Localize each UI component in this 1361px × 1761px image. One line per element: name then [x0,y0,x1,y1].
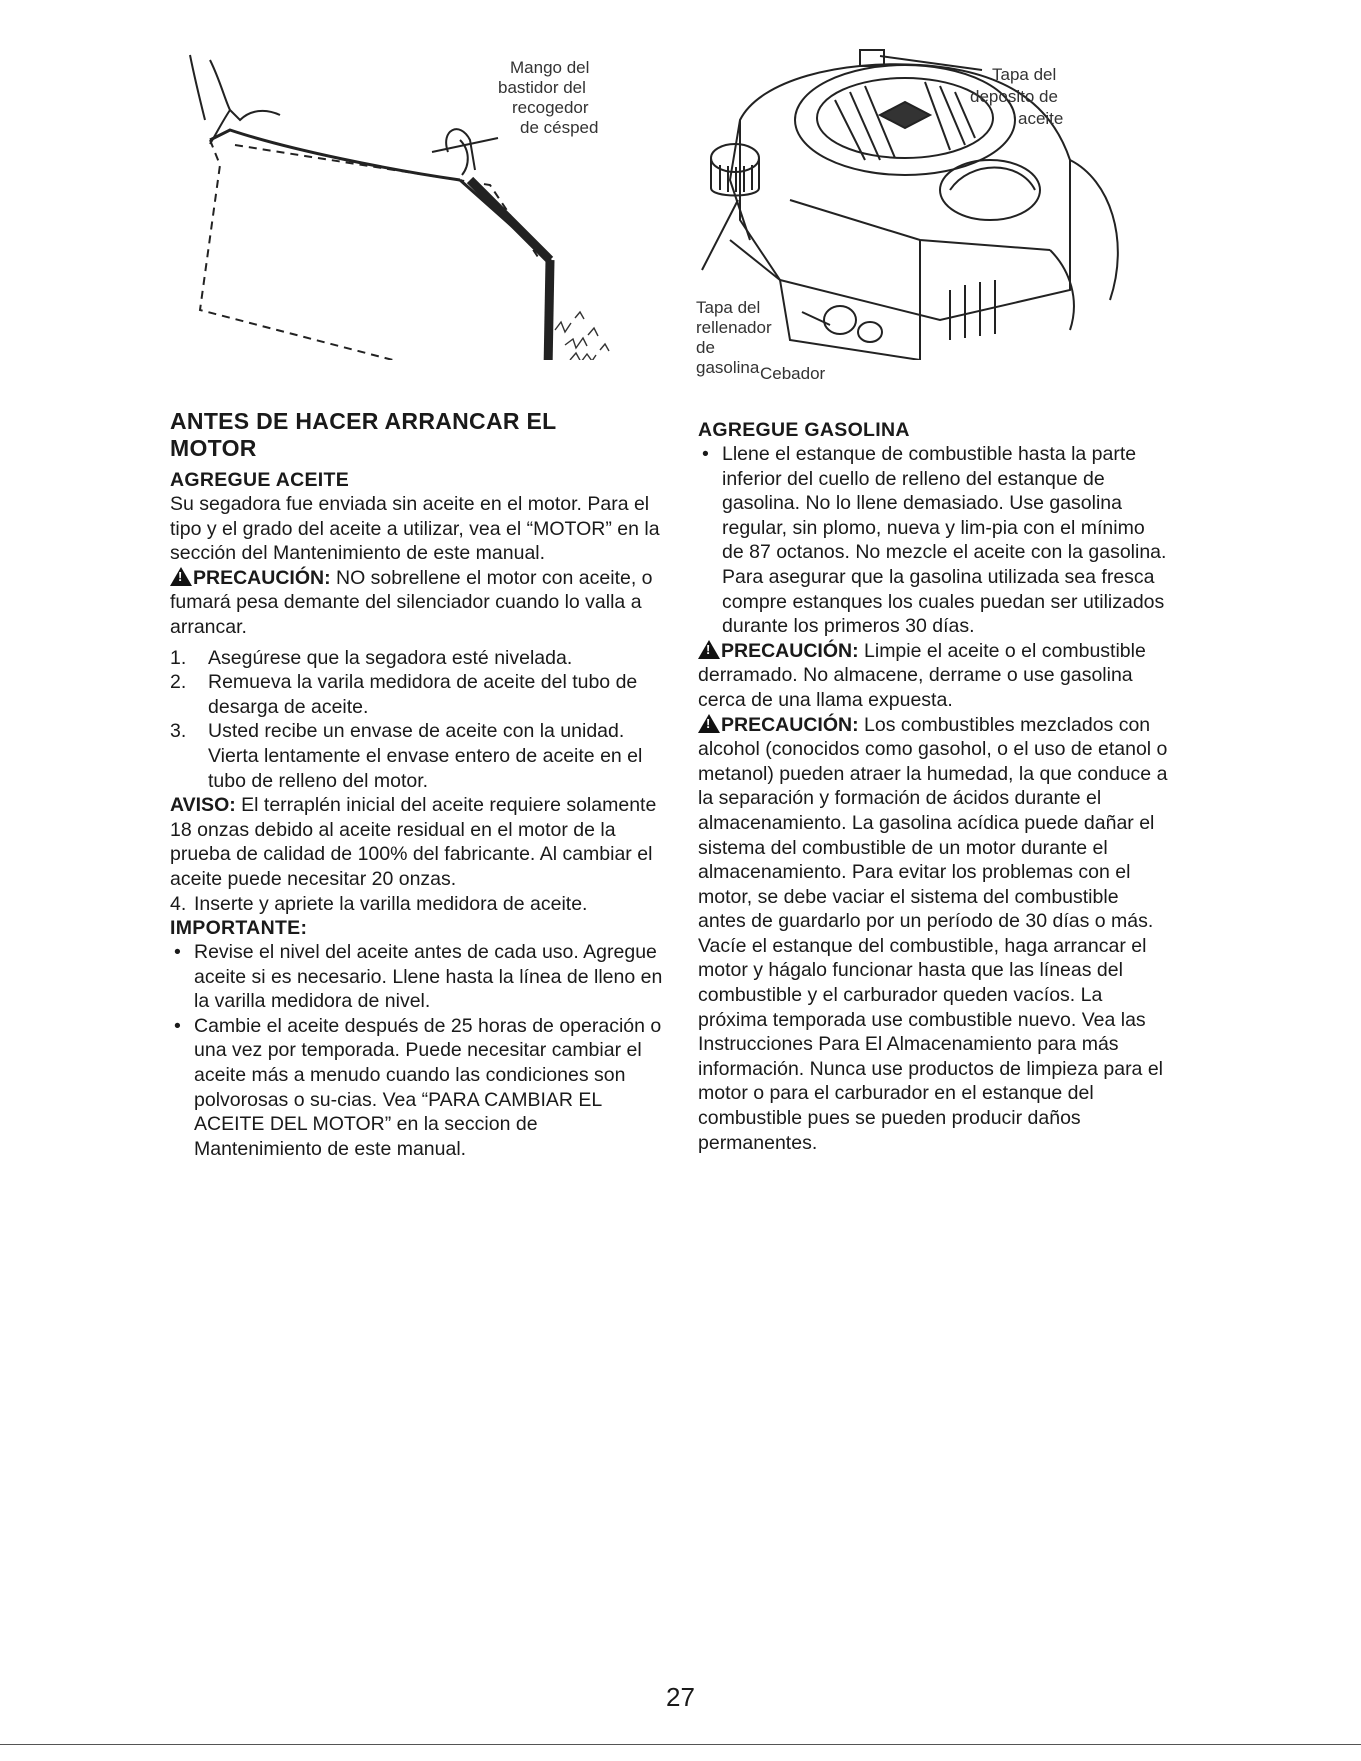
engine-illustration [690,40,1190,360]
footer-rule [0,1744,1361,1745]
caution-label: PRECAUCIÓN: [721,713,859,736]
important-bullet-1: • Revise el nivel del aceite antes de cada uso. Agregue aceite si es necesario. Llene hasta la línea de lleno en la varilla medidora de nivel. [174,941,663,1013]
gasoline-bullet: • Llene el estanque de combustible hasta la parte inferior del cuello de relleno del estanque de gasolina. No lo llene demasiado. Use gasolina regular, sin plomo, nueva y lim-pia con el mínimo de 87 octanos. No mezcle el aceite con la gasolina. Para asegurar que la gasolina utilizada sea fresca compre estanques los cuales puedan ser utilizados durante los primeros 30 días. [702,443,1167,638]
oil-intro-paragraph: Su segadora fue enviada sin aceite en el motor. Para el tipo y el grado del aceite a utilizar, vea el “MOTOR” en la sección del Mantenimiento de este manual. [170,493,660,565]
aviso-label: AVISO: [170,794,236,817]
oil-step-2 [170,670,666,719]
caution-label: PRECAUCIÓN: [193,566,331,589]
bullet-text: Cambie el aceite después de 25 horas de operación o una vez por temporada. Puede necesitar cambiar el aceite más a menudo cuando las condiciones son polvorosas o su-cias. Vea “PARA CAMBIAR EL ACEITE DEL MOTOR” en la seccion de Mantenimiento de este manual. [194,1014,662,1160]
step-number: 4. [170,892,187,915]
step-number: 2. [170,671,187,694]
gasoline-caution-2 [698,713,1170,1156]
caution-text: NO sobrellene el motor con aceite, o fumará pesa demante del silenciador cuando lo valla a arrancar. [170,566,653,638]
warning-triangle-icon [698,640,720,659]
aviso-paragraph [170,793,666,891]
warning-triangle-icon [698,714,720,733]
fuel-cap-label-line1: Tapa del [696,298,761,317]
oil-cap-label-line2: deposito de [970,87,1058,106]
fuel-cap-label-line2: rellenador [696,318,772,337]
bullet-text: Revise el nivel del aceite antes de cada uso. Agregue aceite si es necesario. Llene hasta la línea de lleno en la varilla medidora de nivel. [194,941,663,1013]
grass-catcher-figure [170,40,690,360]
oil-step-1 [170,646,666,671]
page-number: 27 [666,1682,695,1712]
fuel-cap-label-line3: de [696,338,715,357]
oil-caution-paragraph [170,566,666,640]
important-bullet-2: • Cambie el aceite después de 25 horas de operación o una vez por temporada. Puede necesitar cambiar el aceite más a menudo cuando las condiciones son polvorosas o su-cias. Vea “PARA CAMBIAR EL ACEITE DEL MOTOR” en la seccion de Mantenimiento de este manual. [174,1014,662,1160]
important-heading: IMPORTANTE: [170,917,308,940]
step-number: 3. [170,720,187,743]
step-text: Usted recibe un envase de aceite con la unidad. Vierta lentamente el envase entero de aceite en el tubo de relleno del motor. [208,720,643,792]
right-column [698,418,1170,1155]
primer-label: Cebador [760,364,826,383]
step-text: Asegúrese que la segadora esté nivelada. [208,646,573,669]
caution-text: Los combustibles mezclados con alcohol (conocidos como gasohol, o el uso de etanol o metanol) pueden atraer la humedad, la que conduce a la separación y formación de ácidos durante el almacenamiento. La gasolina acídica puede dañar el sistema del combustible de un motor durante el almacenamiento. Para evitar los problemas con el motor, se debe vaciar el sistema del combustible antes de guardarlo por un período de 30 días o más. Vacíe el estanque del combustible, haga arrancar el motor y hágalo funcionar hasta que las líneas del combustible y el carburador queden vacíos. La próxima temporada use combustible nuevo. Vea las Instrucciones Para El Almacenamiento para más información. Nunca use productos de limpieza para el motor o para el carburador en el estanque del combustible pues se pueden producir daños permanentes. [698,713,1168,1154]
oil-step-3 [170,719,666,793]
step-text: Remueva la varila medidora de aceite del tubo de desarga de aceite. [208,671,638,718]
caution-label: PRECAUCIÓN: [721,639,859,662]
aviso-text: El terraplén inicial del aceite requiere solamente 18 onzas debido al aceite residual en el motor de la prueba de calidad de 100% del fabricante. Al cambiar el aceite puede necesitar 20 onzas. [170,794,657,890]
catcher-handle-label-line4: de césped [520,118,599,137]
step-number: 1. [170,646,187,669]
grass-catcher-illustration [170,40,690,360]
fuel-cap-label-line4: gasolina [696,358,760,377]
catcher-handle-label-line3: recogedor [512,98,589,117]
left-column [170,408,666,1161]
step-text: Inserte y apriete la varilla medidora de aceite. [194,892,588,915]
warning-triangle-icon [170,567,192,586]
add-oil-heading: AGREGUE ACEITE [170,469,349,491]
catcher-handle-label-line2: bastidor del [498,78,586,97]
section-title: ANTES DE HACER ARRANCAR EL MOTOR [170,408,557,461]
bullet-text: Llene el estanque de combustible hasta la parte inferior del cuello de relleno del estanque de gasolina. No lo llene demasiado. Use gasolina regular, sin plomo, nueva y lim-pia con el mínimo de 87 octanos. No mezcle el aceite con la gasolina. Para asegurar que la gasolina utilizada sea fresca compre estanques los cuales puedan ser utilizados durante los primeros 30 días. [722,443,1167,638]
add-gasoline-heading: AGREGUE GASOLINA [698,419,910,441]
catcher-handle-label-line1: Mango del [510,58,590,77]
caution-text: Limpie el aceite o el combustible derramado. No almacene, derrame o use gasolina cerca de una llama expuesta. [698,639,1146,711]
oil-cap-label-line3: aceite [1018,109,1064,128]
oil-step-4 [170,892,666,917]
gasoline-caution-1 [698,639,1170,713]
oil-cap-label-line1: Tapa del [992,65,1057,84]
